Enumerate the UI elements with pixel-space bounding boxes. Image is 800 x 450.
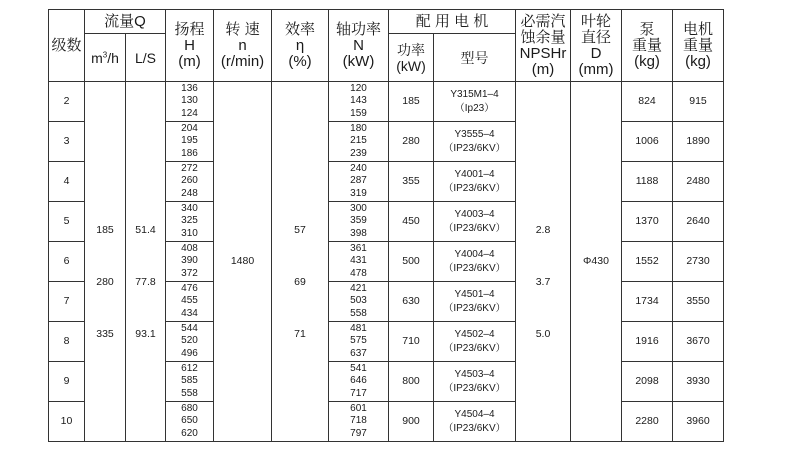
shaft-power-cell-line: 398 <box>350 227 367 239</box>
head-cell-line: 325 <box>181 215 198 227</box>
head-cell-line: 612 <box>181 362 198 374</box>
shaft-power-cell-line: 503 <box>350 295 367 307</box>
flow-ls-cell-value: 77.8 <box>135 275 156 288</box>
head-cell <box>166 362 214 402</box>
motor-model-cell <box>434 402 516 442</box>
head-cell <box>166 322 214 362</box>
pump-weight-cell: 2280 <box>622 402 673 442</box>
shaft-power-cell-line: 143 <box>350 95 367 107</box>
table-row <box>49 82 724 122</box>
motor-weight-cell: 3960 <box>673 402 724 442</box>
header-level: 级数 <box>49 10 85 82</box>
header-speed: 转 速 n (r/min) <box>214 10 272 82</box>
shaft-power-cell <box>329 162 389 202</box>
motor-model-cell-line: Y315M1–4 <box>450 88 499 100</box>
shaft-power-cell-line: 319 <box>350 187 367 199</box>
efficiency-cell-value: 71 <box>294 327 306 340</box>
shaft-power-cell-line: 637 <box>350 347 367 359</box>
head-cell-line: 310 <box>181 227 198 239</box>
motor-weight-cell: 3930 <box>673 362 724 402</box>
motor-power-cell: 280 <box>389 122 434 162</box>
motor-model-cell <box>434 242 516 282</box>
motor-power-cell: 710 <box>389 322 434 362</box>
pump-weight-cell: 1916 <box>622 322 673 362</box>
head-cell-line: 585 <box>181 375 198 387</box>
head-cell-line: 476 <box>181 282 198 294</box>
motor-model-cell <box>434 122 516 162</box>
motor-model-cell <box>434 362 516 402</box>
head-cell-line: 340 <box>181 202 198 214</box>
motor-model-cell <box>434 282 516 322</box>
motor-power-cell: 800 <box>389 362 434 402</box>
motor-model-cell <box>434 82 516 122</box>
level-cell: 7 <box>49 282 85 322</box>
motor-weight-cell: 3550 <box>673 282 724 322</box>
npsh-cell-value: 2.8 <box>535 223 551 236</box>
motor-power-cell: 450 <box>389 202 434 242</box>
motor-weight-cell: 3670 <box>673 322 724 362</box>
head-cell-line: 124 <box>181 107 198 119</box>
head-cell-line: 390 <box>181 255 198 267</box>
motor-model-cell-line: Y4504–4 <box>454 408 495 420</box>
head-cell <box>166 242 214 282</box>
motor-weight-cell: 2730 <box>673 242 724 282</box>
shaft-power-cell-line: 431 <box>350 255 367 267</box>
header-flow-group: 流量Q <box>85 10 166 34</box>
shaft-power-cell <box>329 82 389 122</box>
shaft-power-cell-line: 361 <box>350 242 367 254</box>
level-cell: 4 <box>49 162 85 202</box>
head-cell-line: 680 <box>181 402 198 414</box>
motor-model-cell-line: （IP23/6KV） <box>443 422 506 434</box>
motor-model-cell-line: Y4004–4 <box>454 248 495 260</box>
shaft-power-cell-line: 478 <box>350 267 367 279</box>
motor-power-cell: 185 <box>389 82 434 122</box>
head-cell <box>166 122 214 162</box>
head-cell <box>166 82 214 122</box>
header-head: 扬程 H (m) <box>166 10 214 82</box>
shaft-power-cell-line: 558 <box>350 307 367 319</box>
head-cell-line: 558 <box>181 387 198 399</box>
table-header <box>49 10 724 82</box>
motor-weight-cell: 2480 <box>673 162 724 202</box>
shaft-power-cell-line: 797 <box>350 427 367 439</box>
efficiency-cell-value: 69 <box>294 275 306 288</box>
head-cell-line: 434 <box>181 307 198 319</box>
head-cell <box>166 202 214 242</box>
motor-model-cell-line: Y4501–4 <box>454 288 495 300</box>
motor-power-cell: 500 <box>389 242 434 282</box>
motor-model-cell-line: （IP23/6KV） <box>443 182 506 194</box>
impeller-cell: Φ430 <box>571 82 622 442</box>
motor-weight-cell: 915 <box>673 82 724 122</box>
motor-model-cell-line: Y4001–4 <box>454 168 495 180</box>
motor-model-cell-line: （IP23/6KV） <box>443 222 506 234</box>
shaft-power-cell <box>329 242 389 282</box>
header-flow-m3: $m^3/h$ <box>85 34 126 82</box>
head-cell-line: 195 <box>181 135 198 147</box>
pump-weight-cell: 1006 <box>622 122 673 162</box>
motor-model-cell-line: （IP23/6KV） <box>443 302 506 314</box>
pump-weight-cell: 1188 <box>622 162 673 202</box>
efficiency-cell-value: 57 <box>294 223 306 236</box>
level-cell: 10 <box>49 402 85 442</box>
header-motor-weight: 电机 重量 (kg) <box>673 10 724 82</box>
level-cell: 5 <box>49 202 85 242</box>
shaft-power-cell <box>329 322 389 362</box>
flow-ls-cell-value: 93.1 <box>135 327 156 340</box>
shaft-power-cell-line: 601 <box>350 402 367 414</box>
head-cell <box>166 282 214 322</box>
head-cell-line: 372 <box>181 267 198 279</box>
motor-model-cell <box>434 202 516 242</box>
shaft-power-cell-line: 359 <box>350 215 367 227</box>
level-cell: 6 <box>49 242 85 282</box>
pump-weight-cell: 1734 <box>622 282 673 322</box>
motor-power-cell: 630 <box>389 282 434 322</box>
header-flow-ls: L/S <box>126 34 166 82</box>
header-motor-model: 型号 <box>434 34 516 82</box>
shaft-power-cell-line: 421 <box>350 282 367 294</box>
pump-weight-cell: 2098 <box>622 362 673 402</box>
head-cell-line: 186 <box>181 147 198 159</box>
motor-model-cell-line: （IP23/6KV） <box>443 142 506 154</box>
npsh-cell <box>516 82 571 442</box>
motor-model-cell-line: （IP23/6KV） <box>443 342 506 354</box>
head-cell-line: 544 <box>181 322 198 334</box>
shaft-power-cell-line: 646 <box>350 375 367 387</box>
head-cell-line: 272 <box>181 162 198 174</box>
shaft-power-cell <box>329 362 389 402</box>
shaft-power-cell-line: 575 <box>350 335 367 347</box>
npsh-cell-value: 5.0 <box>535 327 551 340</box>
shaft-power-cell-line: 240 <box>350 162 367 174</box>
header-motor-power: 功率 (kW) <box>389 34 434 82</box>
flow-m3-cell-value: 335 <box>96 327 114 340</box>
header-shaft-power: 轴功率 N (kW) <box>329 10 389 82</box>
motor-model-cell-line: Y4503–4 <box>454 368 495 380</box>
head-cell-line: 260 <box>181 175 198 187</box>
head-cell-line: 408 <box>181 242 198 254</box>
head-cell-line: 650 <box>181 415 198 427</box>
shaft-power-cell-line: 120 <box>350 82 367 94</box>
shaft-power-cell-line: 541 <box>350 362 367 374</box>
shaft-power-cell-line: 287 <box>350 175 367 187</box>
motor-model-cell-line: Y4502–4 <box>454 328 495 340</box>
table-body <box>49 82 724 442</box>
head-cell <box>166 162 214 202</box>
motor-model-cell-line: （IP23/6KV） <box>443 382 506 394</box>
pump-weight-cell: 824 <box>622 82 673 122</box>
speed-cell: 1480 <box>214 82 272 442</box>
motor-model-cell <box>434 162 516 202</box>
level-cell: 2 <box>49 82 85 122</box>
head-cell <box>166 402 214 442</box>
efficiency-cell <box>272 82 329 442</box>
header-impeller: 叶轮 直径 D (mm) <box>571 10 622 82</box>
shaft-power-cell-line: 239 <box>350 147 367 159</box>
level-cell: 3 <box>49 122 85 162</box>
npsh-cell-value: 3.7 <box>535 275 551 288</box>
head-cell-line: 130 <box>181 95 198 107</box>
flow-m3-cell <box>85 82 126 442</box>
level-cell: 9 <box>49 362 85 402</box>
head-cell-line: 136 <box>181 82 198 94</box>
motor-model-cell-line: （IP23/6KV） <box>443 262 506 274</box>
shaft-power-cell-line: 215 <box>350 135 367 147</box>
flow-ls-cell <box>126 82 166 442</box>
shaft-power-cell-line: 300 <box>350 202 367 214</box>
header-efficiency: 效率 η (%) <box>272 10 329 82</box>
shaft-power-cell-line: 159 <box>350 107 367 119</box>
motor-weight-cell: 1890 <box>673 122 724 162</box>
head-cell-line: 496 <box>181 347 198 359</box>
motor-model-cell <box>434 322 516 362</box>
motor-power-cell: 355 <box>389 162 434 202</box>
header-row-1 <box>49 10 724 34</box>
motor-weight-cell: 2640 <box>673 202 724 242</box>
shaft-power-cell-line: 718 <box>350 415 367 427</box>
shaft-power-cell-line: 180 <box>350 122 367 134</box>
head-cell-line: 248 <box>181 187 198 199</box>
flow-m3-cell-value: 185 <box>96 223 114 236</box>
header-motor-group: 配 用 电 机 <box>389 10 516 34</box>
pump-weight-cell: 1370 <box>622 202 673 242</box>
header-pump-weight: 泵 重量 (kg) <box>622 10 673 82</box>
head-cell-line: 520 <box>181 335 198 347</box>
motor-model-cell-line: Y4003–4 <box>454 208 495 220</box>
flow-ls-cell-value: 51.4 <box>135 223 156 236</box>
shaft-power-cell-line: 481 <box>350 322 367 334</box>
shaft-power-cell <box>329 202 389 242</box>
shaft-power-cell-line: 717 <box>350 387 367 399</box>
motor-model-cell-line: （Ip23） <box>454 102 495 114</box>
flow-m3-cell-value: 280 <box>96 275 114 288</box>
level-cell: 8 <box>49 322 85 362</box>
motor-power-cell: 900 <box>389 402 434 442</box>
pump-weight-cell: 1552 <box>622 242 673 282</box>
head-cell-line: 455 <box>181 295 198 307</box>
head-cell-line: 620 <box>181 427 198 439</box>
shaft-power-cell <box>329 282 389 322</box>
pump-spec-table <box>48 9 724 442</box>
header-npsh: 必需汽 蚀余量 NPSHr (m) <box>516 10 571 82</box>
motor-model-cell-line: Y3555–4 <box>454 128 495 140</box>
shaft-power-cell <box>329 402 389 442</box>
shaft-power-cell <box>329 122 389 162</box>
head-cell-line: 204 <box>181 122 198 134</box>
